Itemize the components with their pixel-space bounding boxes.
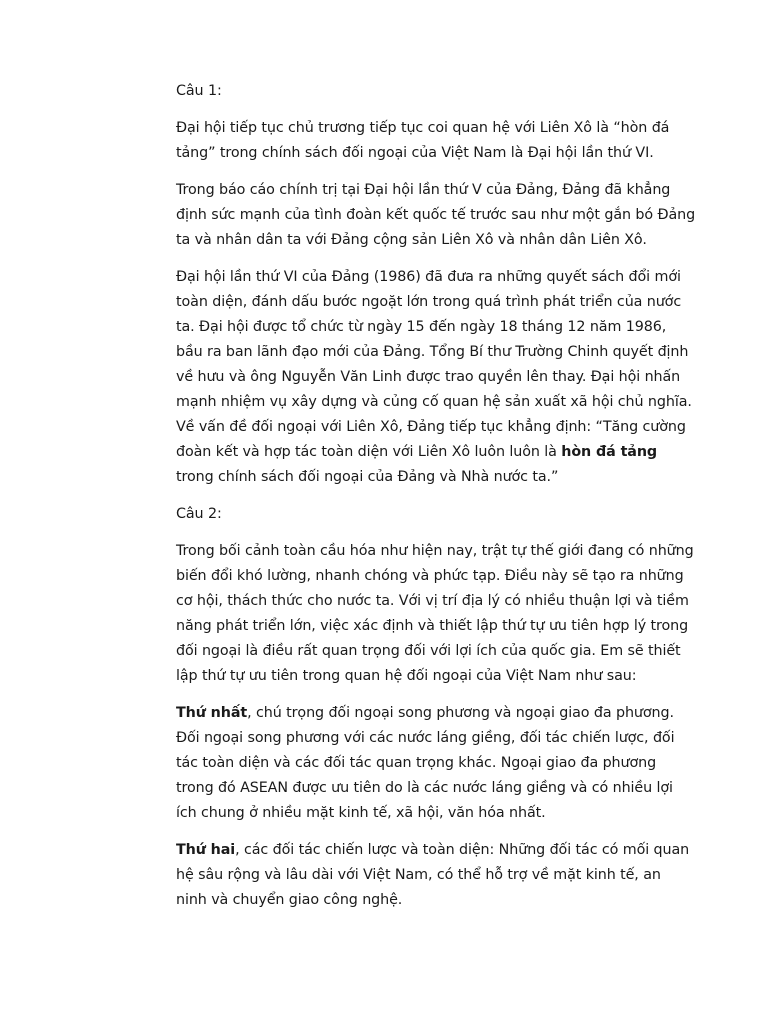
question-1-answer: Đại hội tiếp tục chủ trương tiếp tục coi quan hệ với Liên Xô là “hòn đá tảng” trong chính sách đối ngoại của Việt Nam là Đại hội lần thứ VI.: [176, 120, 670, 161]
question-2-paragraph-1: Trong bối cảnh toàn cầu hóa như hiện nay, trật tự thế giới đang có những biến đổi khó lường, nhanh chóng và phức tạp. Điều này sẽ tạo ra những cơ hội, thách thức cho nước ta. Với vị trí địa lý có nhiều thuận lợi và tiềm năng phát triển lớn, việc xác định và thiết lập thứ tự ưu tiên hợp lý trong đối ngoại là điều rất quan trọng đối với lợi ích của quốc gia. Em sẽ thiết lập thứ tự ưu tiên trong quan hệ đối ngoại của Việt Nam như sau:: [176, 543, 694, 684]
question-2-paragraph-2: [176, 701, 696, 826]
q2-p2-bold-lead: Thứ nhất: [176, 705, 248, 721]
q1-p3-text-after: trong chính sách đối ngoại của Đảng và Nhà nước ta.”: [176, 469, 559, 485]
question-1-heading: Câu 1:: [176, 83, 222, 99]
question-2-heading: Câu 2:: [176, 506, 222, 522]
document-body: [176, 79, 696, 925]
question-2-paragraph-3: [176, 838, 696, 913]
question-1-paragraph-2: Trong báo cáo chính trị tại Đại hội lần thứ V của Đảng, Đảng đã khẳng định sức mạnh của tình đoàn kết quốc tế trước sau như một gắn bó Đảng ta và nhân dân ta với Đảng cộng sản Liên Xô và nhân dân Liên Xô.: [176, 182, 696, 248]
q2-p2-text: , chú trọng đối ngoại song phương và ngoại giao đa phương. Đối ngoại song phương với các nước láng giềng, đối tác chiến lược, đối tác toàn diện và các đối tác quan trọng khác. Ngoại giao đa phương trong đó ASEAN được ưu tiên do là các nước láng giềng và có nhiều lợi ích chung ở nhiều mặt kinh tế, xã hội, văn hóa nhất.: [176, 705, 675, 821]
q1-p3-bold-phrase: hòn đá tảng: [561, 444, 658, 460]
q2-p3-bold-lead: Thứ hai: [176, 842, 236, 858]
q2-p3-text: , các đối tác chiến lược và toàn diện: Những đối tác có mối quan hệ sâu rộng và lâu dài với Việt Nam, có thể hỗ trợ về mặt kinh tế, an ninh và chuyển giao công nghệ.: [176, 842, 690, 908]
q1-p3-text-before: Đại hội lần thứ VI của Đảng (1986) đã đưa ra những quyết sách đổi mới toàn diện, đánh dấu bước ngoặt lớn trong quá trình phát triển của nước ta. Đại hội được tổ chức từ ngày 15 đến ngày 18 tháng 12 năm 1986, bầu ra ban lãnh đạo mới của Đảng. Tổng Bí thư Trường Chinh quyết định về hưu và ông Nguyễn Văn Linh được trao quyền lên thay. Đại hội nhấn mạnh nhiệm vụ xây dựng và củng cố quan hệ sản xuất xã hội chủ nghĩa. Về vấn đề đối ngoại với Liên Xô, Đảng tiếp tục khẳng định: “Tăng cường đoàn kết và hợp tác toàn diện với Liên Xô luôn luôn là: [176, 269, 692, 460]
question-1-paragraph-3: [176, 265, 696, 490]
